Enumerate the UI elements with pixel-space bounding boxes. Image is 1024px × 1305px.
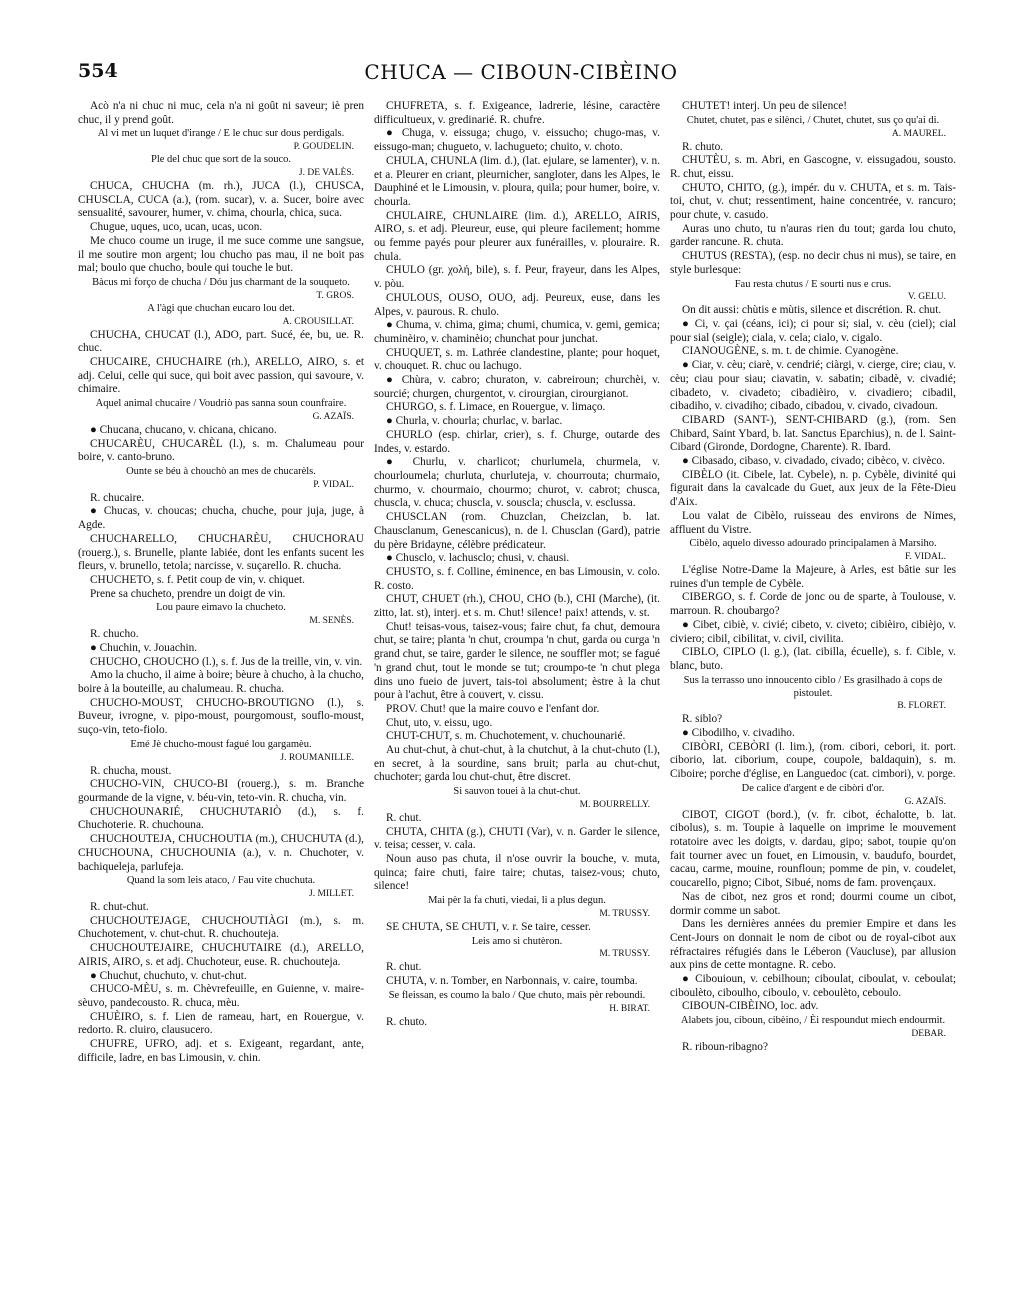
quotation: Se fleissan, es coumo la balo / Que chuto, mais pèr reboundi.	[388, 989, 646, 1001]
entry-paragraph: CHUCHOUTEJA, CHUCHOUTIA (m.), CHUCHUTA (d.), CHUCHOUNA, CHUCHOUNIA (a.), v. n. Chuchoter, v. bachiqueleja, parlufeja.	[78, 833, 364, 873]
quotation-author: F. VIDAL.	[904, 552, 946, 563]
quotation-author: B. FLORET.	[897, 701, 946, 712]
entry-paragraph: ● Chuchut, chuchuto, v. chut-chut.	[90, 969, 247, 982]
entry-paragraph: CHUFRETA, s. f. Exigeance, ladrerie, lésine, caractère difficultueux, v. gredinarié. R. chufre.	[374, 100, 660, 126]
quotation: Lou paure eimavo la chucheto.	[156, 602, 286, 614]
quotation-author: M. TRUSSY.	[599, 949, 650, 960]
quotation: Emé Jè chucho-moust fagué lou gargamèu.	[130, 738, 312, 750]
entry-paragraph: ● Cibouioun, v. cebilhoun; ciboulat, ciboulat, v. ceboulat; ciboulèto, ciboulho, ciboulo, v. ceboulèto, ceboulo.	[670, 973, 956, 999]
entry-paragraph: R. chucha, moust.	[90, 764, 172, 777]
entry-paragraph: CHUCHA, CHUCAT (l.), ADO, part. Sucé, ée, bu, ue. R. chuc.	[78, 328, 364, 355]
entry-paragraph: CHUCO-MÈU, s. m. Chèvrefeuille, en Guienne, v. maire-sèuvo, pandecousto. R. chuca, mèu.	[78, 983, 364, 1009]
entry-paragraph: ● Chuga, v. eissuga; chugo, v. eissucho; chugo-mas, v. eissugo-man; chugueto, v. lachugueto; chuito, v. choto.	[374, 127, 660, 154]
entry-paragraph: CHUCARÈU, CHUCARÈL (l.), s. m. Chalumeau pour boire, v. canto-bruno.	[78, 437, 364, 464]
entry-paragraph: CHUCHETO, s. f. Petit coup de vin, v. chiquet.	[90, 573, 305, 586]
entry-paragraph: ● Ci, v. çai (céans, ici); ci pour si; sial, v. cèu (ciel); cial pour sial (seigle); ciala, v. cela; cialo, v. cigalo.	[670, 318, 956, 344]
entry-paragraph: CHULOUS, OUSO, OUO, adj. Peureux, euse, dans les Alpes, v. paurous. R. chulo.	[374, 291, 660, 318]
quotation-author: DEBAR.	[911, 1028, 946, 1039]
entry-paragraph: CHUCA, CHUCHA (m. rh.), JUCA (l.), CHUSCA, CHUSCLA, CUCA (a.), (rom. sucar), v. a. Sucer, boire avec sensualité, savourer, humer, v. chima, chourla, chica, suca.	[78, 180, 364, 220]
quotation-author: V. GELU.	[907, 292, 946, 303]
quotation: Chutet, chutet, pas e silènci, / Chutet, chutet, sus ço qu'ai di.	[686, 114, 940, 126]
quotation-author: M. TRUSSY.	[599, 908, 650, 919]
entry-paragraph: L'église Notre-Dame la Majeure, à Arles, est bâtie sur les ruines d'un temple de Cybèle.	[670, 564, 956, 590]
quotation-author: J. DE VALÈS.	[298, 168, 354, 178]
entry-paragraph: R. chucaire.	[90, 491, 145, 504]
text-columns	[78, 100, 964, 1065]
entry-paragraph: CHUSCLAN (rom. Chuzclan, Cheizclan, b. lat. Chausclanum, Genescanicus), n. de l. Chusclan (Gard), patrie du père Bridayne, célèbre prédicateur.	[374, 511, 660, 551]
entry-paragraph: Dans les dernières années du premier Empire et dans les Cent-Jours on donnait le nom de cibot ou de royal-cibot aux réfractaires réfugiés dans le Léberon (Vaucluse), par allusion aux pins de cette montagne. R. cebo.	[670, 918, 956, 972]
entry-paragraph: CIBOUN-CIBÈINO, loc. adv.	[682, 1000, 819, 1013]
entry-paragraph: CHUTUS (RESTA), (esp. no decir chus ni mus), se taire, en style burlesque:	[670, 250, 956, 276]
entry-paragraph: ● Cibodilho, v. civadiho.	[682, 727, 795, 739]
entry-paragraph: ● Chuchin, v. Jouachin.	[90, 641, 198, 654]
quotation-author: H. BIRAT.	[609, 1003, 650, 1014]
quotation-author: J. MILLET.	[309, 889, 354, 899]
entry-paragraph: Acò n'a ni chuc ni muc, cela n'a ni goût ni saveur; iè pren chuc, il y prend goût.	[78, 100, 364, 126]
entry-paragraph: ● Chùra, v. cabro; churaton, v. cabreiroun; churchèi, v. sourcié; churgen, churgentot, v. cirourgian, cirourgianot.	[374, 374, 660, 400]
entry-paragraph: CHUQUET, s. m. Lathrée clandestine, plante; pour hoquet, v. chouquet. R. chuc ou lachugo.	[374, 346, 660, 373]
entry-paragraph: CHUFRE, UFRO, adj. et s. Exigeant, regardant, ante, difficile, ladre, en bas Limousin, v. chin.	[78, 1038, 364, 1064]
page-number: 554	[78, 60, 118, 82]
entry-paragraph: CHULA, CHUNLA (lim. d.), (lat. ejulare, se lamenter), v. n. et a. Pleurer en criant, pleurnicher, sangloter, dans les Alpes, le Dauphiné et le Limousin, v. ploura, quila; pour humer, boire, v. chourla.	[374, 154, 660, 208]
entry-paragraph: CHURLO (esp. chirlar, crier), s. f. Churge, outarde des Indes, v. estardo.	[374, 428, 660, 455]
entry-paragraph: ● Chucana, chucano, v. chicana, chicano.	[90, 423, 277, 436]
entry-paragraph: CIBOT, CIGOT (bord.), (v. fr. cibot, échalotte, b. lat. cibolus), s. m. Toupie à laquelle on imprime le mouvement rotatoire avec les doigts, v. dardau, gipo; sabot, toupie qu'on fait tourner avec un fouet, en Limousin, v. baudufo, bourdet, cacau, carme, mouine, rounfloun; pomme de pin, v. coudelet, coucarello, pigno; Cibot, Sibué, noms de fam. provençaux.	[670, 808, 956, 890]
quotation-author: P. GOUDELIN.	[293, 142, 354, 153]
entry-paragraph: Lou valat de Cibèlo, ruisseau des environs de Nimes, affluent du Vistre.	[670, 509, 956, 536]
entry-paragraph: CHUTÈU, s. m. Abri, en Gascogne, v. eissugadou, sousto. R. chut, eissu.	[670, 154, 956, 180]
entry-paragraph: ● Chusclo, v. lachusclo; chusi, v. chausi.	[386, 552, 570, 565]
running-title: CHUCA — CIBOUN-CIBÈINO	[364, 60, 678, 84]
entry-paragraph: ● Cibet, cibiè, v. civié; cibeto, v. civeto; cibièiro, cibièjo, v. civiero; cibil, cibilitat, v. civil, civilita.	[670, 618, 956, 645]
entry-paragraph: ● Churla, v. chourla; churlac, v. barlac.	[386, 415, 563, 428]
column-right	[670, 100, 956, 1065]
quotation: Fau resta chutus / E sourti nus e crus.	[734, 278, 892, 290]
entry-paragraph: ● Cibasado, cibaso, v. civadado, civado; cibèco, v. civèco.	[682, 455, 945, 468]
entry-paragraph: CHUCHO-VIN, CHUCO-BI (rouerg.), s. m. Branche gourmande de la vigne, v. béu-vin, teto-vin. R. chucha, vin.	[78, 778, 364, 804]
quotation: A l'àgi que chuchan eucaro lou det.	[147, 302, 295, 314]
quotation: Quand la som leis ataco, / Fau vite chuchuta.	[126, 875, 316, 887]
entry-paragraph: Prene sa chucheto, prendre un doigt de vin.	[90, 587, 286, 600]
column-left	[78, 100, 364, 1065]
entry-paragraph: Me chuco coume un iruge, il me suce comme une sangsue, il me soutire mon argent; lou chucho pas mau, il ne boit pas mal; boulo que chucho, boule qui touche le but.	[78, 234, 364, 275]
quotation: Al vi met un luquet d'irange / E le chuc sur dous perdigals.	[97, 128, 345, 140]
entry-paragraph: CHUTA, CHITA (g.), CHUTI (Var), v. n. Garder le silence, v. teisa; cesser, v. cala.	[374, 825, 660, 852]
entry-paragraph: CHUCHOUTEJAGE, CHUCHOUTIÀGI (m.), s. m. Chuchotement, v. chut-chut. R. chuchouteja.	[78, 914, 364, 941]
quotation: Leis amo si chutèron.	[471, 935, 563, 947]
entry-paragraph: CHUT-CHUT, s. m. Chuchotement, v. chuchounarié.	[386, 730, 626, 743]
entry-paragraph: ● Chuma, v. chima, gima; chumi, chumica, v. gemi, gemica; chuminèiro, v. chaminèio; chunchat pour junchat.	[374, 319, 660, 345]
quotation: Mai pèr la fa chuti, viedai, li a plus degun.	[428, 895, 606, 907]
quotation-author: M. SENÈS.	[309, 616, 354, 627]
entry-paragraph: CHUTO, CHITO, (g.), impér. du v. CHUTA, et s. m. Tais-toi, chut, v. chut; ressentiment, haine concentrée, v. rancuro; pour chute, v. casudo.	[670, 181, 956, 222]
quotation: Ounte se béu à chouchò an mes de chucarèls.	[126, 465, 316, 477]
entry-paragraph: CIBLO, CIPLO (l. g.), (lat. cibilla, écuelle), s. f. Cible, v. blanc, buto.	[670, 646, 956, 672]
entry-paragraph: CHUCHARELLO, CHUCHARÈU, CHUCHORAU (rouerg.), s. Brunelle, plante labiée, dont les enfants sucent les fleurs, v. brunello, tetola; narcisse, v. suçarello. R. chucha.	[78, 532, 364, 573]
quotation: Sus la terrasso uno innoucento ciblo / Es grasilhado à cops de pistoulet.	[683, 674, 943, 699]
quotation-author: A. CROUSILLAT.	[282, 316, 354, 327]
entry-paragraph: CHULO (gr. χολή, bile), s. f. Peur, frayeur, dans les Alpes, v. pòu.	[374, 264, 660, 291]
quotation-author: T. GROS.	[316, 290, 354, 301]
entry-paragraph: CHUCAIRE, CHUCHAIRE (rh.), ARELLO, AIRO, s. et adj. Celui, celle qui suce, qui boit avec passion, qui savoure, v. chimaire.	[78, 355, 364, 396]
entry-paragraph: R. chucho.	[90, 628, 139, 641]
entry-paragraph: Chut! teisas-vous, taisez-vous; faire chut, fa chut, demoura chut, se taire; planta 'n chut, croumpa 'n chut, garda ou curga 'n grand chut, se taire, garder le silence, ne souffler mot; se fagué 'n grand chut, tout le monde se tut; croumpo-te 'n chut plega dins uno fueio de juvert, tais-toi absolument; èstre à la chut pour à l'achut, être à couvert, v. cissu.	[374, 620, 660, 702]
entry-paragraph: CIANOUGÈNE, s. m. t. de chimie. Cyanogène.	[682, 345, 899, 358]
quotation-author: A. MAUREL.	[891, 128, 946, 139]
column-middle	[374, 100, 660, 1065]
entry-paragraph: Noun auso pas chuta, il n'ose ouvrir la bouche, v. muta, quinca; faire chuti, faire taire; chutas, taisez-vous; chuto, silence!	[374, 853, 660, 893]
quotation-author: G. AZAÏS.	[904, 796, 946, 807]
entry-paragraph: CHUÈIRO, s. f. Lien de rameau, hart, en Rouergue, v. redorto. R. cluiro, clausucero.	[78, 1010, 364, 1037]
entry-paragraph: R. siblo?	[682, 713, 723, 726]
entry-paragraph: R. chut.	[386, 961, 422, 974]
entry-paragraph: Chut, uto, v. eissu, ugo.	[386, 716, 493, 729]
quotation: Si sauvon touei à la chut-chut.	[453, 786, 581, 798]
entry-paragraph: CHUSTO, s. f. Colline, éminence, en bas Limousin, v. colo. R. costo.	[374, 565, 660, 592]
entry-paragraph: CHULAIRE, CHUNLAIRE (lim. d.), ARELLO, AIRIS, AIRO, s. et adj. Pleureur, euse, qui pleure facilement; homme ou femme payés pour pleurer aux funérailles, v. plouraire. R. chula.	[374, 209, 660, 263]
entry-paragraph: CHUTA, v. n. Tomber, en Narbonnais, v. caire, toumba.	[386, 975, 638, 988]
entry-paragraph: R. riboun-ribagno?	[682, 1040, 768, 1053]
entry-paragraph: CIBERGO, s. f. Corde de jonc ou de sparte, à Toulouse, v. marroun. R. choubargo?	[670, 591, 956, 618]
quotation-author: M. BOURRELLY.	[579, 799, 650, 810]
entry-paragraph: Au chut-chut, à chut-chut, à la chutchut, à la chut-chuto (l.), en secret, à la sourdine, sans bruit; parla au chut-chut, chuchoter; garda lou chut-chut, être discret.	[374, 744, 660, 784]
entry-paragraph: R. chuto.	[386, 1015, 428, 1028]
entry-paragraph: PROV. Chut! que la maire couvo e l'enfant dor.	[386, 702, 600, 715]
quotation: Cibèlo, aquelo divesso adourado principalamen à Marsiho.	[689, 538, 937, 550]
entry-paragraph: Nas de cibot, nez gros et rond; dourmi coume un cibot, dormir comme un sabot.	[670, 890, 956, 917]
quotation: De calice d'argent e de cibòri d'or.	[741, 782, 885, 794]
entry-paragraph: CIBÒRI, CEBÒRI (l. lim.), (rom. cibori, cebori, it. port. ciborio, lat. ciborium, coupe, coupole, baldaquin), s. m. Ciboire; porche d'église, en Languedoc (cat. cimbori), v. porge.	[670, 740, 956, 781]
entry-paragraph: SE CHUTA, SE CHUTI, v. r. Se taire, cesser.	[386, 920, 591, 933]
entry-paragraph: Chugue, uques, uco, ucan, ucas, ucon.	[90, 221, 263, 234]
entry-paragraph: CHUTET! interj. Un peu de silence!	[682, 100, 848, 112]
entry-paragraph: ● Ciar, v. cèu; ciarè, v. cendrié; ciàrgi, v. cierge, cire; ciau, v. cèu; ciau pour siau; ciavatin, v. sabatin; cibadè, v. civadié; cibadeto, v. civadeto; cibadièiro, v. civadiero; cibadil, cibadiho, v. civadiho; cibado, cibadou, v. civado, civadoun.	[670, 359, 956, 413]
entry-paragraph: CHUCHO-MOUST, CHUCHO-BROUTIGNO (l.), s. Buveur, ivrogne, v. pipo-moust, pourgomoust, souflo-moust, suço-vin, teto-fiolo.	[78, 696, 364, 737]
entry-paragraph: R. chuto.	[682, 140, 724, 153]
entry-paragraph: ● Chucas, v. choucas; chucha, chuche, pour juja, juge, à Agde.	[78, 505, 364, 532]
entry-paragraph: On dit aussi: chùtis e mùtis, silence et discrétion. R. chut.	[682, 304, 942, 317]
entry-paragraph: CHUCHOUTEJAIRE, CHUCHUTAIRE (d.), ARELLO, AIRIS, AIRO, s. et adj. Chuchoteur, euse. R. chuchouteja.	[78, 942, 364, 968]
entry-paragraph: CHURGO, s. f. Limace, en Rouergue, v. limaço.	[386, 401, 606, 414]
entry-paragraph: Auras uno chuto, tu n'auras rien du tout; garda lou chuto, garder rancune. R. chuta.	[670, 222, 956, 249]
quotation: Aquel animal chucaire / Voudriò pas sanna soun counfraire.	[95, 398, 347, 410]
entry-paragraph: ● Churlu, v. charlicot; churlumela, churmela, v. chourloumela; churluta, churluteja, v. chourrouta; churmaio, churmo, v. chourmaio, chourmo; churot, v. cabrot; chusca, chuscla, v. chuca; chuscla, v. souscla; chuscla, v. esclussa.	[374, 456, 660, 510]
page-header	[78, 60, 964, 100]
quotation-author: P. VIDAL.	[313, 479, 354, 490]
entry-paragraph: CHUCHOUNARIÉ, CHUCHUTARIÒ (d.), s. f. Chuchoterie. R. chuchouna.	[78, 805, 364, 832]
quotation: Alabets jou, ciboun, cibèino, / Èi respoundut miech endourmit.	[680, 1015, 946, 1027]
entry-paragraph: Amo la chucho, il aime à boire; bèure à chucho, à la chucho, boire à la bouteille, au chalumeau. R. chucha.	[78, 669, 364, 695]
entry-paragraph: R. chut-chut.	[90, 901, 149, 913]
quotation: Ple del chuc que sort de la souco.	[151, 154, 291, 166]
entry-paragraph: CHUT, CHUET (rh.), CHOU, CHO (b.), CHI (Marche), (it. zitto, lat. st), interj. et s. m. Chut! silence! paix! attends, v. st.	[374, 593, 660, 620]
entry-paragraph: R. chut.	[386, 811, 422, 824]
quotation-author: J. ROUMANILLE.	[280, 752, 354, 763]
quotation-author: G. AZAÏS.	[312, 411, 354, 422]
entry-paragraph: CIBÈLO (it. Cibele, lat. Cybele), n. p. Cybèle, divinité qui figurait dans la cavalcade du Guet, aux jeux de la Fête-Dieu d'Aix.	[670, 468, 956, 509]
entry-paragraph: CIBARD (SANT-), SENT-CHIBARD (g.), (rom. Sen Chibard, Saint Ybard, b. lat. Sanctus Eparchius), n. de l. Saint-Cibard (Gironde, Dordogne, Charente). R. Ibard.	[670, 413, 956, 454]
quotation: Bàcus mi forço de chucha / Dóu jus charmant de la souqueto.	[92, 276, 350, 288]
entry-paragraph: CHUCHO, CHOUCHO (l.), s. f. Jus de la treille, vin, v. vin.	[90, 655, 363, 668]
